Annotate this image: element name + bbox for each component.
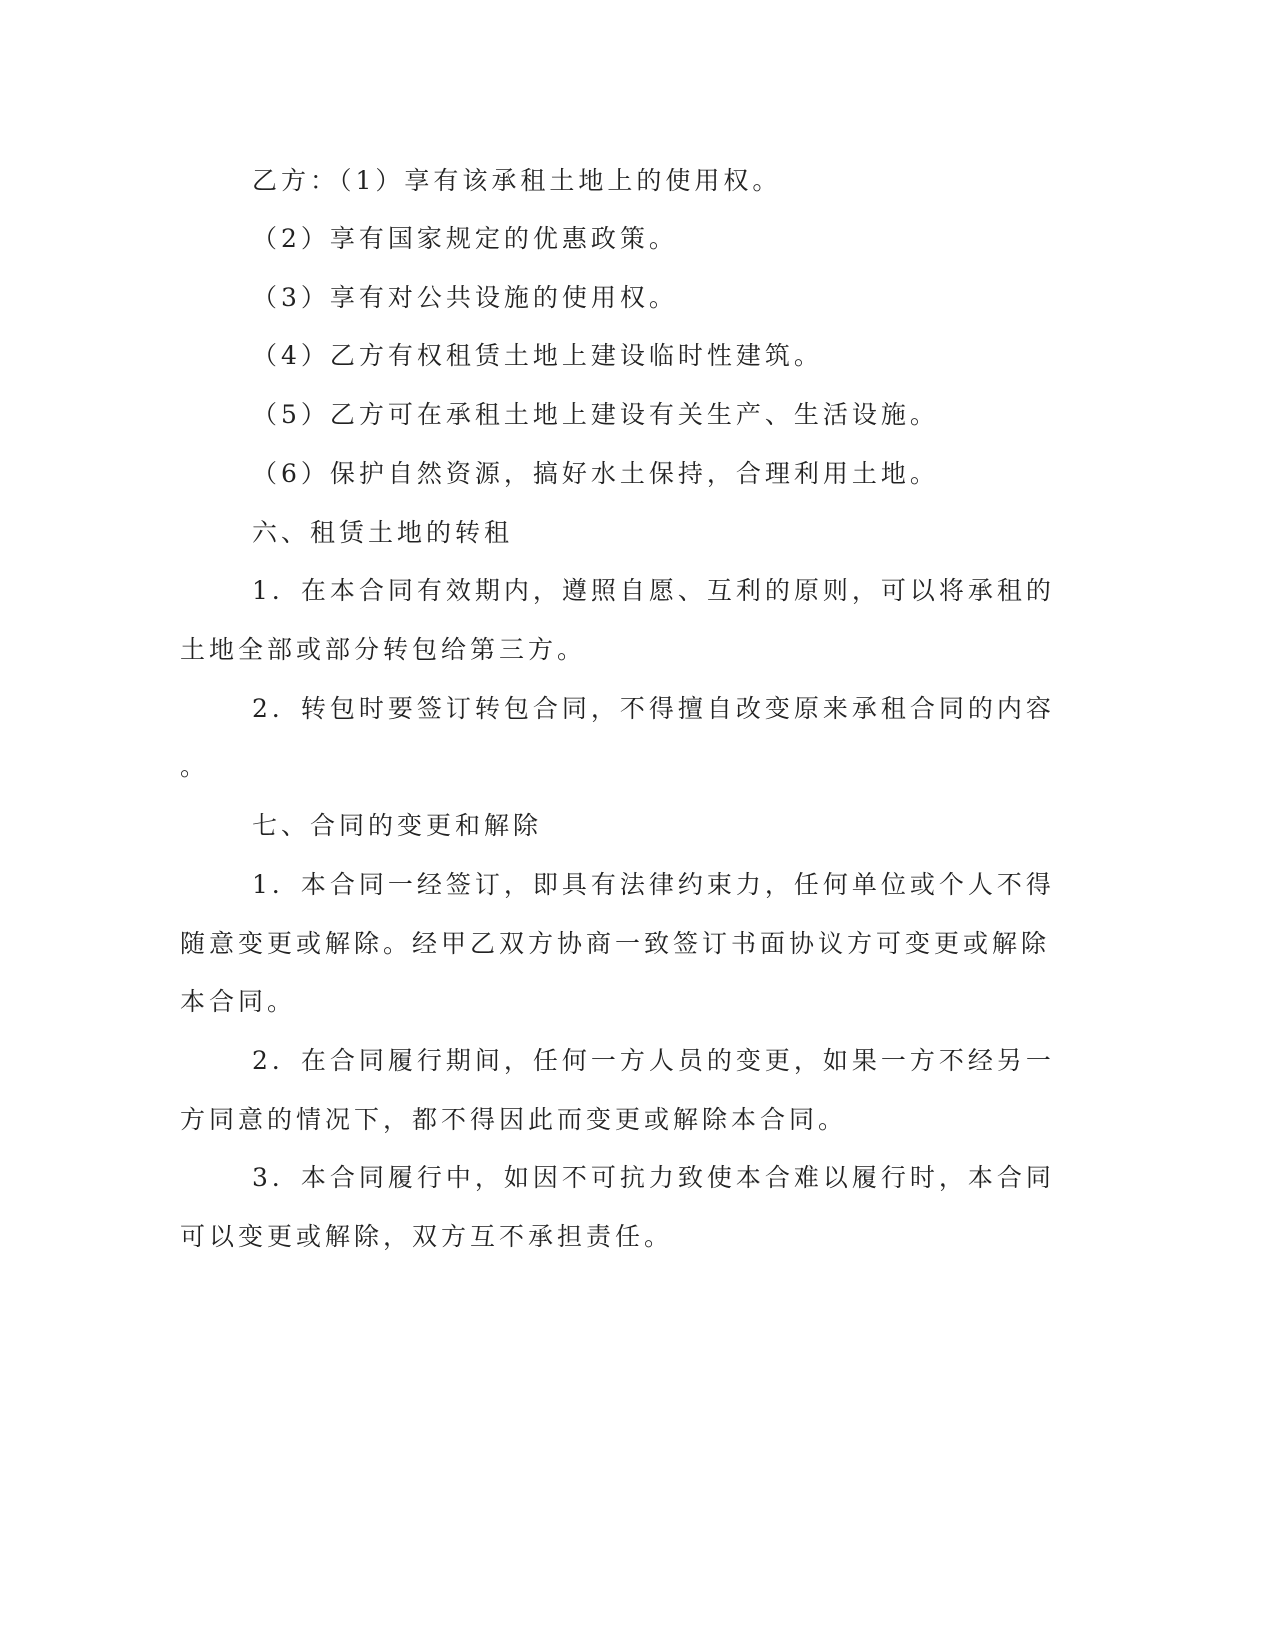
text-line: 乙方：（1）享有该承租土地上的使用权。 <box>252 166 782 195</box>
text-line: （2）享有国家规定的优惠政策。 <box>252 224 678 253</box>
text-line: 本合同。 <box>180 987 297 1016</box>
text-line: 3．本合同履行中，如因不可抗力致使本合难以履行时，本合同 <box>252 1163 1055 1192</box>
text-line: 方同意的情况下，都不得因此而变更或解除本合同。 <box>180 1105 848 1134</box>
text-line: （5）乙方可在承租土地上建设有关生产、生活设施。 <box>252 400 939 429</box>
text-line: 1．在本合同有效期内，遵照自愿、互利的原则，可以将承租的 <box>252 576 1055 605</box>
text-line: 可以变更或解除，双方互不承担责任。 <box>180 1222 674 1251</box>
section-heading: 七、合同的变更和解除 <box>252 811 543 840</box>
text-line: （4）乙方有权租赁土地上建设临时性建筑。 <box>252 341 823 370</box>
text-line: 2．在合同履行期间，任何一方人员的变更，如果一方不经另一 <box>252 1046 1055 1075</box>
section-heading: 六、租赁土地的转租 <box>252 518 514 547</box>
text-line: （3）享有对公共设施的使用权。 <box>252 283 678 312</box>
text-line: 2．转包时要签订转包合同，不得擅自改变原来承租合同的内容 <box>252 694 1055 723</box>
text-line: 1．本合同一经签订，即具有法律约束力，任何单位或个人不得 <box>252 870 1055 899</box>
text-line: 。 <box>180 752 210 781</box>
text-line: 土地全部或部分转包给第三方。 <box>180 635 587 664</box>
text-line: （6）保护自然资源，搞好水土保持，合理利用土地。 <box>252 459 939 488</box>
text-line: 随意变更或解除。经甲乙双方协商一致签订书面协议方可变更或解除 <box>180 929 1051 958</box>
